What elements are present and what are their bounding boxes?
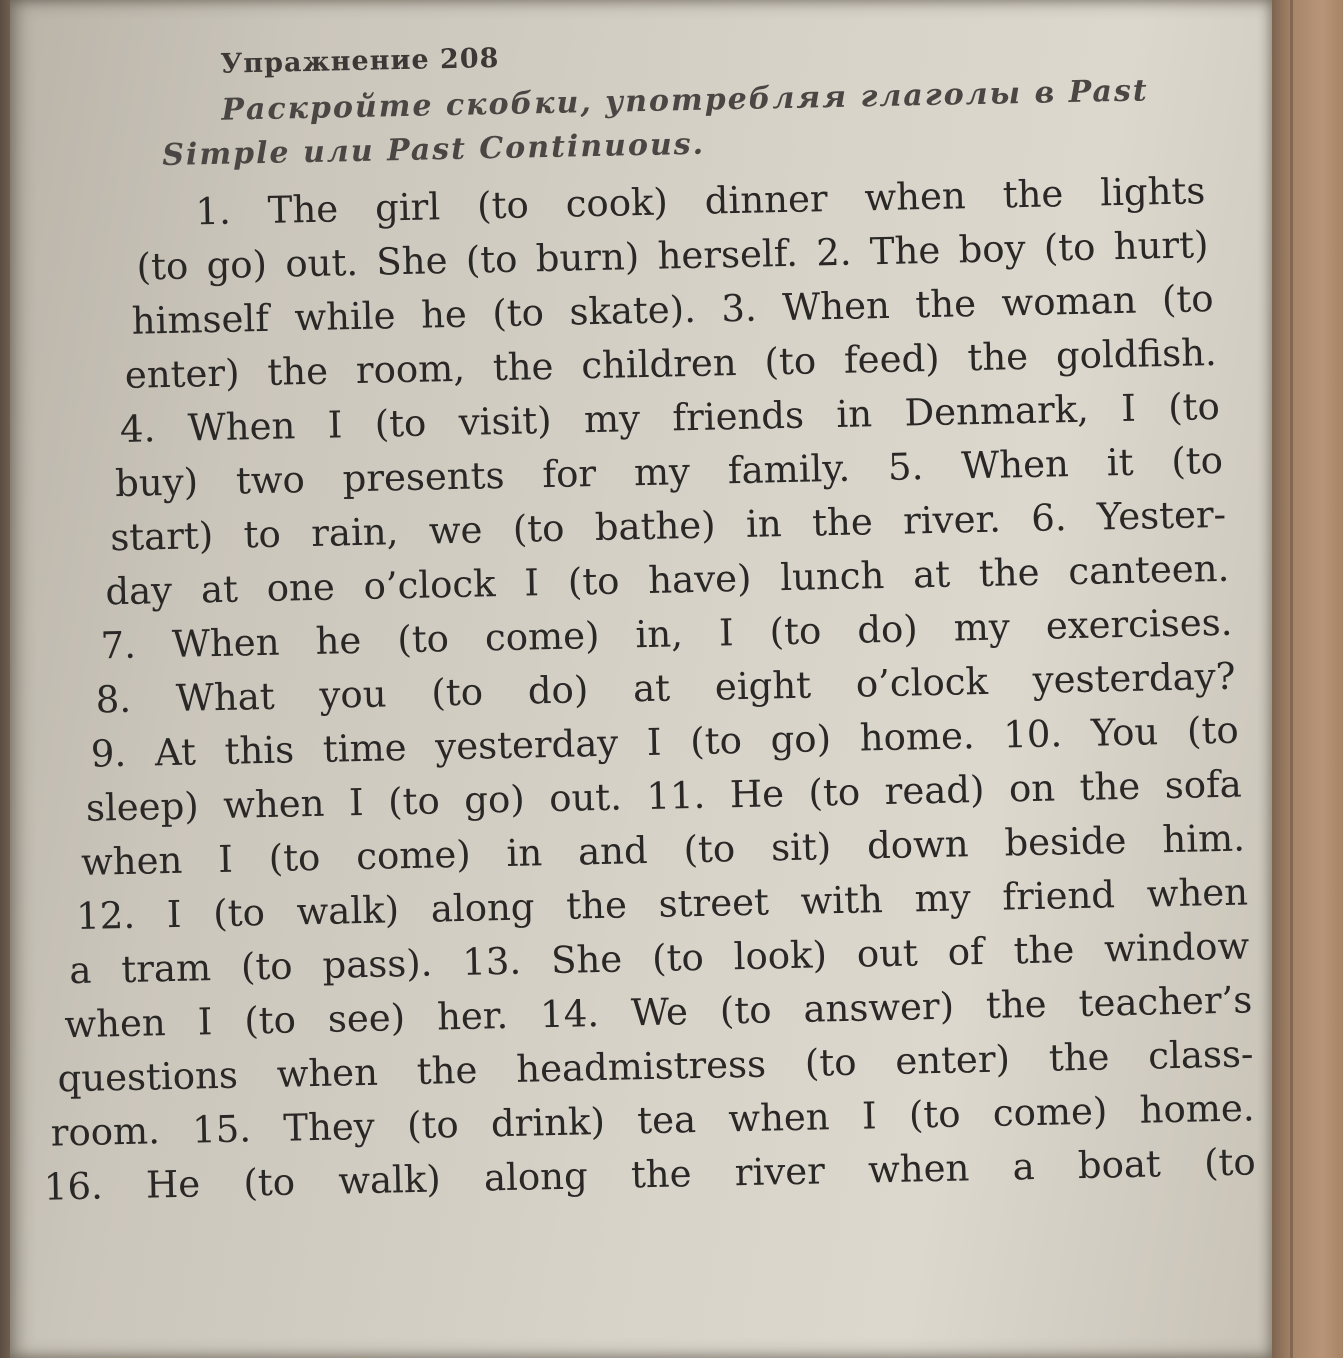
exercise-block [20, 27, 1284, 1215]
text-line: 4. When I (to visit) my friends in Denmark, I (to [119, 384, 1221, 451]
exercise-title: Упражнение 208 [220, 42, 500, 80]
text-line: 12. I (to walk) along the street with my friend when [75, 870, 1249, 938]
text-line: 7. When he (to come) in, I (to do) my exercises. [100, 600, 1233, 668]
text-line: (to go) out. She (to burn) herself. 2. The boy (to hurt) [136, 223, 1209, 289]
text-line: questions when the headmistress (to enter) the class- [57, 1032, 1254, 1101]
text-line: sleep) when I (to go) out. 11. He (to read) on the sofa [85, 762, 1243, 830]
text-line: day at one o’clock I (to have) lunch at the canteen. [104, 546, 1230, 614]
text-line: a tram (to pass). 13. She (to look) out of the window [68, 924, 1250, 993]
text-line: enter) the room, the children (to feed) the goldfish. [124, 330, 1218, 397]
instruction-line: Раскройте скобки, употребляя глаголы в Past [221, 73, 1149, 128]
exercise-text [23, 163, 1284, 1215]
text-line: 1. The girl (to cook) dinner when the lights [195, 169, 1206, 234]
text-line: himself while he (to skate). 3. When the woman (to [131, 277, 1214, 343]
text-line: buy) two presents for my family. 5. When it (to [114, 438, 1224, 506]
text-line: room. 15. They (to drink) tea when I (to come) home. [50, 1086, 1255, 1155]
instruction-line: Simple или Past Continuous. [161, 126, 706, 174]
text-line: 16. He (to walk) along the river when a boat (to [43, 1140, 1257, 1209]
text-line: when I (to see) her. 14. We (to answer) the teacher’s [64, 978, 1253, 1047]
cover-edge-line [1290, 0, 1293, 1358]
text-line: when I (to come) in and (to sit) down beside him. [80, 816, 1246, 884]
text-line: start) to rain, we (to bathe) in the river. 6. Yester- [109, 492, 1227, 560]
text-line: 9. At this time yesterday I (to go) home. 10. You (to [90, 708, 1240, 776]
text-line: 8. What you (to do) at eight o’clock yesterday? [95, 654, 1236, 722]
